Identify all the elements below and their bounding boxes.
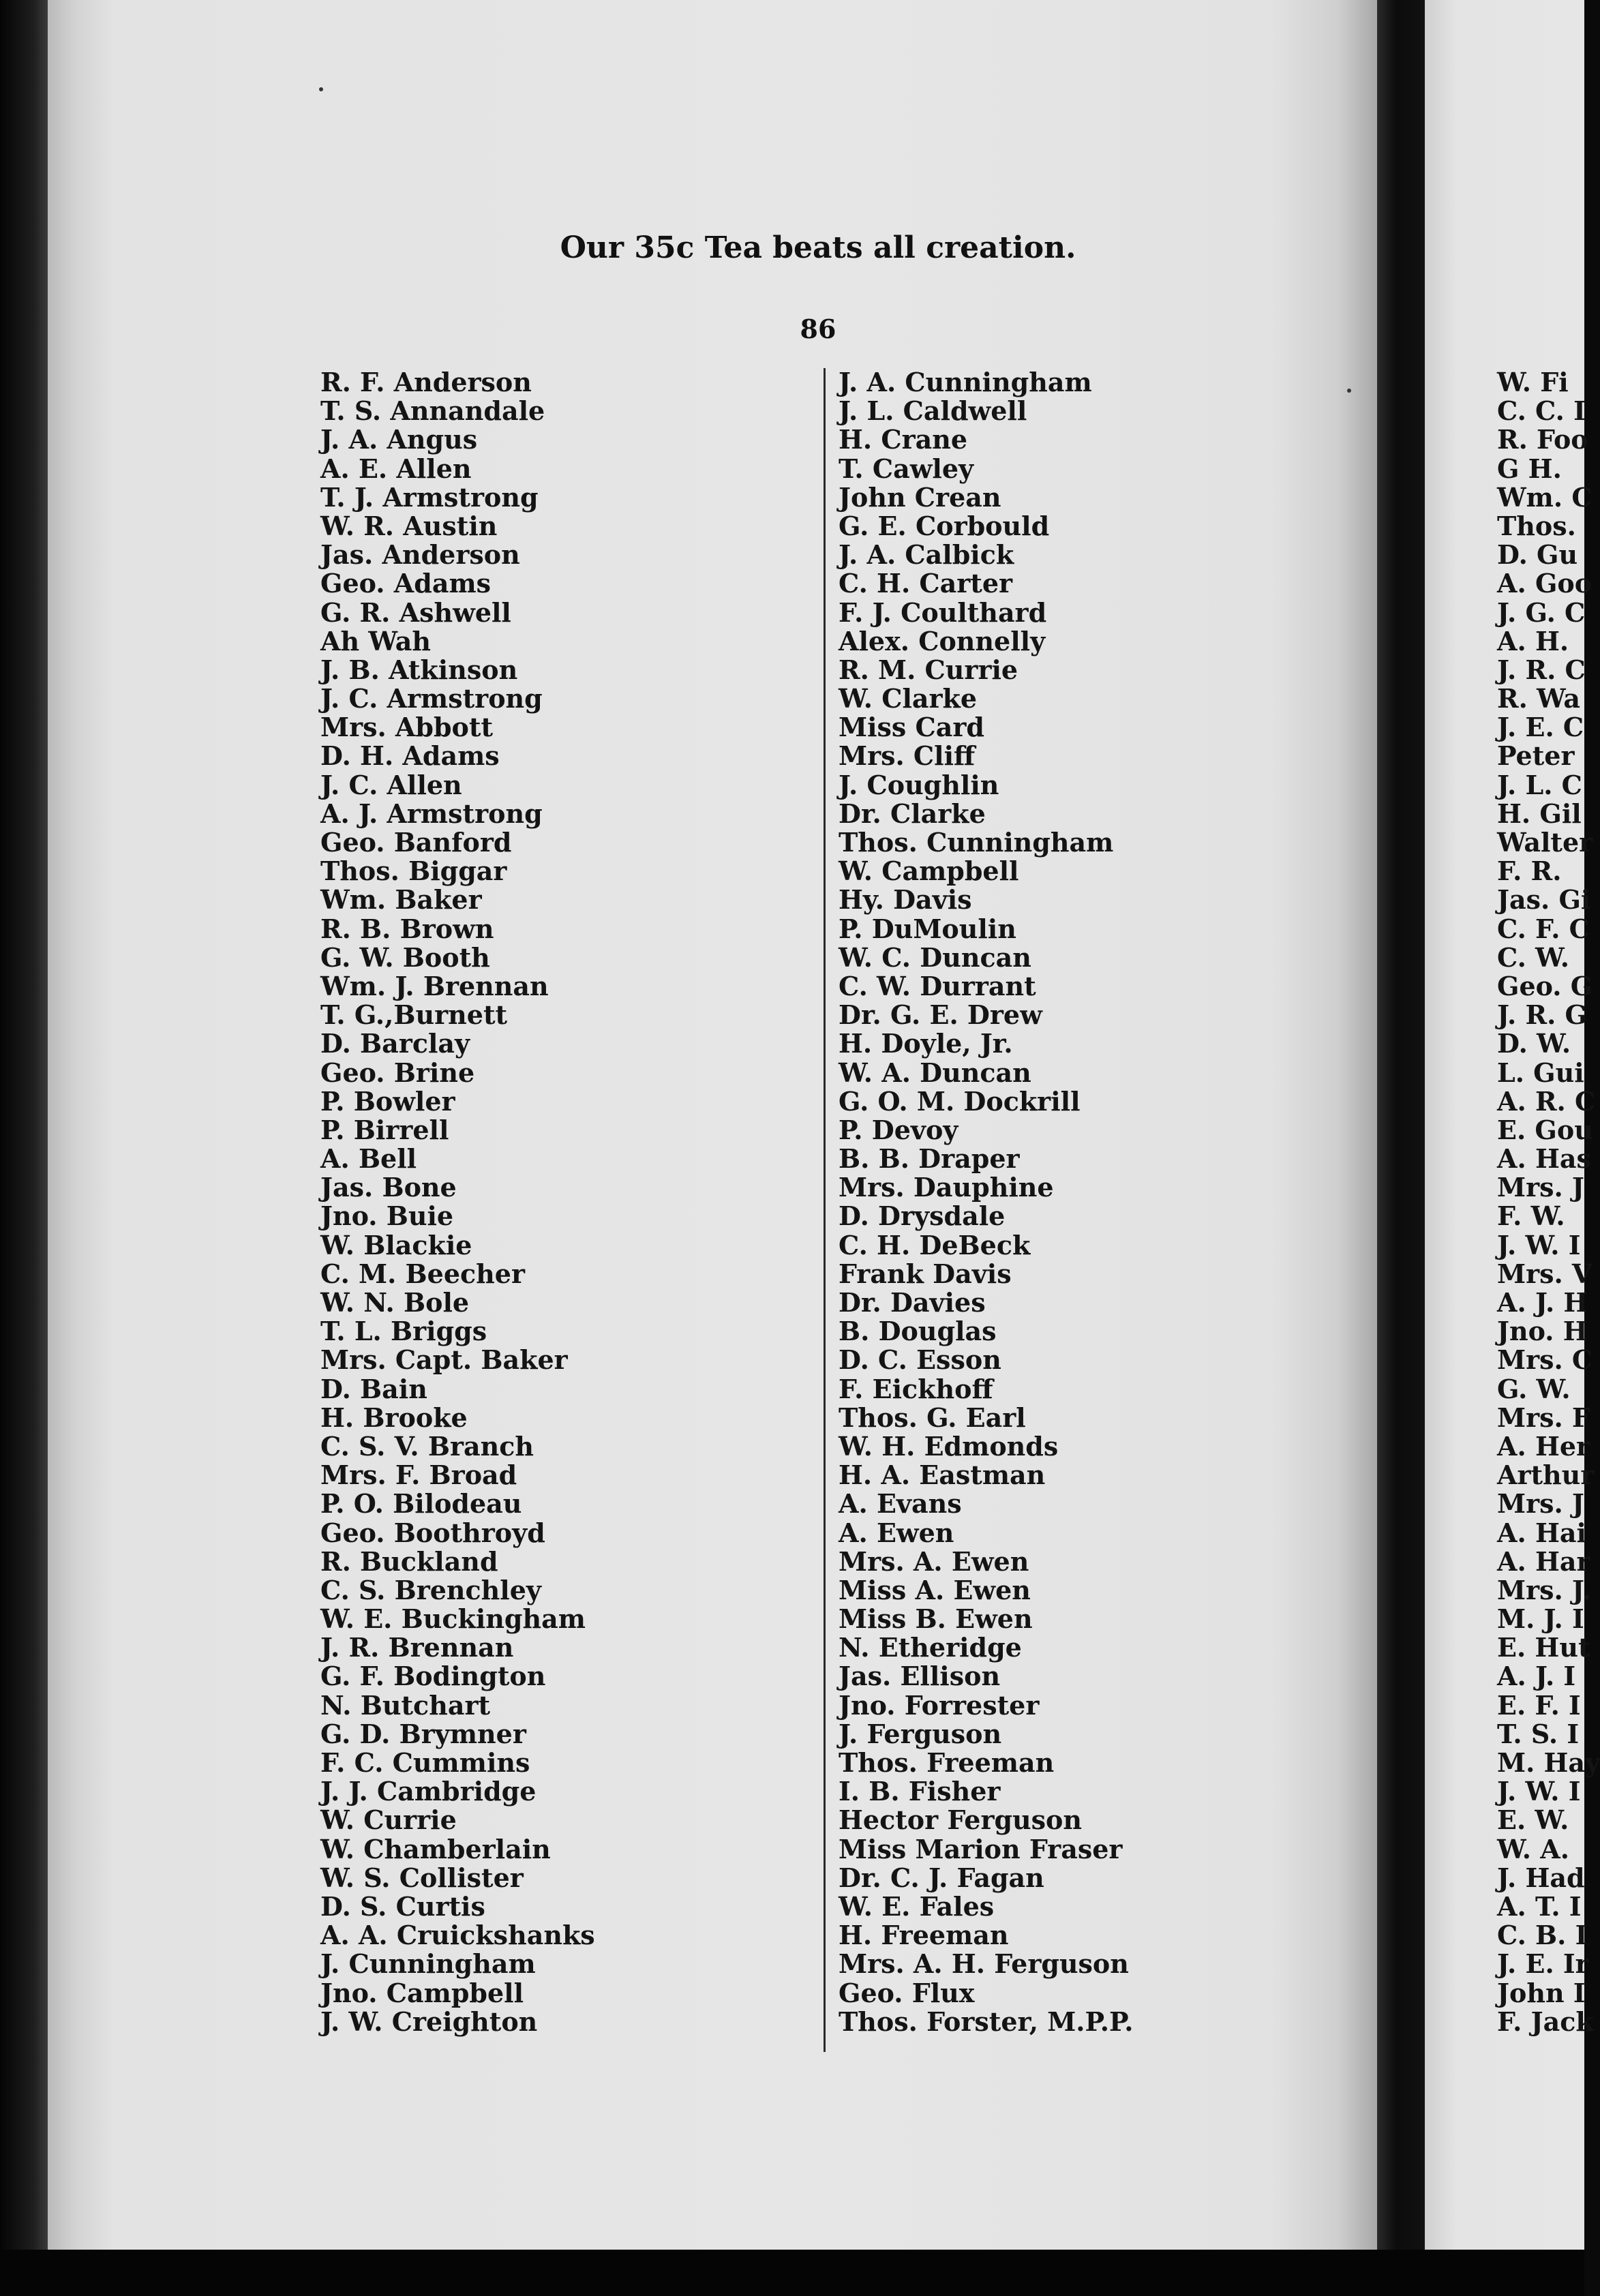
name-entry: Hector Ferguson (839, 1804, 1083, 1836)
name-entry: Jno. H (1497, 1316, 1588, 1347)
name-entry: P. DuMoulin (839, 913, 1016, 944)
name-entry: Ah Wah (320, 625, 431, 656)
name-entry: L. Gui (1497, 1057, 1584, 1088)
name-entry: W. Fi (1497, 367, 1569, 397)
name-entry: H. A. Eastman (839, 1460, 1046, 1491)
name-entry: B. B. Draper (839, 1143, 1020, 1175)
name-entry: G. E. Corbould (839, 510, 1050, 541)
book-spine-gutter (1377, 0, 1425, 2296)
name-entry: A. H. (1497, 625, 1569, 656)
name-entry: Miss A. Ewen (839, 1574, 1031, 1605)
name-entry: J. A. Cunningham (839, 367, 1092, 397)
name-entry: Mrs. J (1497, 1488, 1584, 1520)
name-entry: Mrs. F. Broad (320, 1460, 517, 1491)
name-entry: J. C. Allen (320, 769, 462, 800)
name-entry: W. N. Bole (320, 1287, 470, 1318)
name-entry: W. Blackie (320, 1229, 472, 1260)
name-entry: W. H. Edmonds (839, 1430, 1059, 1462)
name-entry: Mrs. Dauphine (839, 1172, 1054, 1203)
name-entry: Geo. Boothroyd (320, 1517, 545, 1548)
name-entry: J. R. C (1497, 654, 1586, 685)
name-entry: D. S. Curtis (320, 1890, 485, 1922)
name-entry: B. Douglas (839, 1316, 997, 1347)
name-entry: Geo. Flux (839, 1977, 975, 2008)
name-entry: John I (1497, 1977, 1586, 2008)
name-entry: J. G. C (1497, 596, 1586, 628)
name-entry: T. S. Annandale (320, 395, 545, 427)
name-entry: E. Gou (1497, 1114, 1593, 1145)
name-entry: T. Cawley (839, 453, 974, 484)
name-entry: F. R. (1497, 856, 1562, 887)
name-entry: C. H. DeBeck (839, 1229, 1031, 1260)
name-entry: Jno. Buie (320, 1200, 454, 1232)
name-entry: W. A. (1497, 1833, 1569, 1864)
name-entry: Miss Card (839, 712, 984, 743)
name-entry: Thos. G. Earl (839, 1402, 1026, 1433)
name-entry: Mrs. C (1497, 1344, 1593, 1376)
ink-speck (1347, 389, 1351, 393)
names-column-middle (839, 368, 1134, 2036)
name-entry: A. A. Cruickshanks (320, 1920, 595, 1951)
name-entry: Jas. Gi (1497, 884, 1591, 916)
name-entry: Miss Marion Fraser (839, 1833, 1123, 1864)
name-entry: D. Barclay (320, 1028, 470, 1059)
name-entry: Geo. Banford (320, 827, 512, 858)
name-entry: H. Gil (1497, 798, 1582, 829)
name-entry: R. Foo (1497, 424, 1588, 455)
name-entry: C. C. I (1497, 395, 1586, 427)
name-entry: T. J. Armstrong (320, 481, 539, 513)
name-entry: Arthur (1497, 1460, 1595, 1491)
name-entry: Jas. Bone (320, 1172, 457, 1203)
name-entry: H. Brooke (320, 1402, 468, 1433)
name-entry: C. B. I (1497, 1920, 1588, 1951)
name-entry: P. Birrell (320, 1114, 449, 1145)
name-entry: J. L. Caldwell (839, 395, 1027, 427)
name-entry: T. G.,Burnett (320, 999, 508, 1031)
name-entry: G. R. Ashwell (320, 596, 511, 628)
name-entry: Thos. Freeman (839, 1747, 1055, 1778)
name-entry: N. Etheridge (839, 1632, 1022, 1663)
name-entry: Mrs. A. H. Ferguson (839, 1948, 1129, 1980)
name-entry: N. Butchart (320, 1689, 491, 1721)
name-entry: Mrs. F (1497, 1402, 1590, 1433)
name-entry: Mrs. J. (1497, 1574, 1592, 1605)
name-entry: G. W. Booth (320, 941, 490, 973)
scan-left-edge (0, 0, 48, 2296)
name-entry: D. Drysdale (839, 1200, 1006, 1232)
name-entry: Wm. Baker (320, 884, 482, 916)
name-entry: Geo. G (1497, 970, 1593, 1001)
name-entry: D. W. (1497, 1028, 1571, 1059)
name-entry: F. J. Coulthard (839, 596, 1047, 628)
name-entry: F. Eickhoff (839, 1373, 993, 1404)
name-entry: A. Har (1497, 1545, 1590, 1577)
name-entry: H. Freeman (839, 1920, 1009, 1951)
name-entry: A. Has (1497, 1143, 1591, 1175)
name-entry: J. Ferguson (839, 1718, 1002, 1749)
name-entry: E. Hut (1497, 1632, 1590, 1663)
name-entry: J. W. I (1497, 1229, 1581, 1260)
name-entry: T. L. Briggs (320, 1316, 487, 1347)
name-entry: J. Had (1497, 1862, 1585, 1893)
name-entry: W. Chamberlain (320, 1833, 551, 1864)
name-entry: J. E. C (1497, 712, 1584, 743)
name-entry: Jas. Ellison (839, 1661, 1001, 1692)
name-entry: C. W. Durrant (839, 970, 1036, 1001)
name-entry: Thos. Forster, M.P.P. (839, 2006, 1134, 2037)
name-entry: A. Goo (1497, 568, 1593, 599)
names-column-left (320, 368, 595, 2036)
name-entry: C. F. C (1497, 913, 1590, 944)
name-entry: Peter (1497, 740, 1575, 772)
name-entry: Thos. Cunningham (839, 827, 1114, 858)
name-entry: Mrs. J (1497, 1172, 1584, 1203)
name-entry: F. W. (1497, 1200, 1565, 1232)
name-entry: J. B. Atkinson (320, 654, 518, 685)
name-entry: Mrs. Capt. Baker (320, 1344, 568, 1376)
name-entry: J. W. I (1497, 1776, 1581, 1807)
name-entry: Jno. Campbell (320, 1977, 524, 2008)
name-entry: R. M. Currie (839, 654, 1018, 685)
name-entry: C. S. V. Branch (320, 1430, 534, 1462)
name-entry: Thos. Biggar (320, 856, 507, 887)
name-entry: J. E. Ir (1497, 1948, 1589, 1980)
name-entry: A. R. C (1497, 1085, 1596, 1117)
name-entry: T. S. I (1497, 1718, 1580, 1749)
name-entry: W. E. Buckingham (320, 1603, 586, 1635)
name-entry: Mrs. V (1497, 1258, 1593, 1289)
name-entry: E. F. I (1497, 1689, 1581, 1721)
name-entry: A. J. H (1497, 1287, 1588, 1318)
name-entry: Mrs. A. Ewen (839, 1545, 1029, 1577)
name-entry: H. Crane (839, 424, 968, 455)
name-entry: A. E. Allen (320, 453, 472, 484)
name-entry: Wm. J. Brennan (320, 970, 549, 1001)
name-entry: A. J. Armstrong (320, 798, 543, 829)
name-entry: Jno. Forrester (839, 1689, 1040, 1721)
name-entry: J. Coughlin (839, 769, 999, 800)
name-entry: G H. (1497, 453, 1562, 484)
name-entry: I. B. Fisher (839, 1776, 1001, 1807)
name-entry: F. C. Cummins (320, 1747, 530, 1778)
name-entry: E. W. (1497, 1804, 1569, 1836)
name-entry: Dr. C. J. Fagan (839, 1862, 1044, 1893)
scan-bottom-edge (0, 2250, 1584, 2296)
name-entry: C. W. (1497, 941, 1570, 973)
name-entry: J. W. Creighton (320, 2006, 538, 2037)
name-entry: Dr. Clarke (839, 798, 986, 829)
name-entry: C. S. Brenchley (320, 1574, 541, 1605)
name-entry: Jas. Anderson (320, 539, 520, 571)
name-entry: P. Bowler (320, 1085, 455, 1117)
name-entry: J. A. Angus (320, 424, 478, 455)
name-entry: Walter (1497, 827, 1593, 858)
name-entry: R. B. Brown (320, 913, 494, 944)
name-entry: A. Hai (1497, 1517, 1586, 1548)
name-entry: John Crean (839, 481, 1001, 513)
name-entry: A. Ewen (839, 1517, 954, 1548)
name-entry: A. Her (1497, 1430, 1590, 1462)
name-entry: J. R. Brennan (320, 1632, 514, 1663)
name-entry: G. O. M. Dockrill (839, 1085, 1081, 1117)
names-column-right-partial (1497, 368, 1600, 2036)
name-entry: Thos. (1497, 510, 1576, 541)
name-entry: G. D. Brymner (320, 1718, 526, 1749)
name-entry: M. Hay (1497, 1747, 1600, 1778)
name-entry: W. E. Fales (839, 1890, 995, 1922)
name-entry: W. R. Austin (320, 510, 498, 541)
name-entry: J. R. G (1497, 999, 1587, 1031)
name-entry: M. J. I (1497, 1603, 1584, 1635)
page-number: 86 (800, 314, 836, 344)
name-entry: G. W. (1497, 1373, 1571, 1404)
name-entry: W. Campbell (839, 856, 1019, 887)
name-entry: J. A. Calbick (839, 539, 1014, 571)
name-entry: Miss B. Ewen (839, 1603, 1033, 1635)
name-entry: Geo. Brine (320, 1057, 475, 1088)
name-entry: D. C. Esson (839, 1344, 1001, 1376)
name-entry: J. Cunningham (320, 1948, 536, 1980)
name-entry: G. F. Bodington (320, 1661, 546, 1692)
ink-speck (319, 87, 323, 91)
name-entry: J. J. Cambridge (320, 1776, 537, 1807)
name-entry: Alex. Connelly (839, 625, 1046, 656)
name-entry: R. F. Anderson (320, 367, 532, 397)
name-entry: R. Wa (1497, 683, 1581, 714)
column-divider (824, 368, 826, 2052)
name-entry: Wm. C (1497, 481, 1593, 513)
page-heading: Our 35c Tea beats all creation. (560, 230, 1076, 265)
name-entry: Mrs. Abbott (320, 712, 494, 743)
name-entry: A. Bell (320, 1143, 417, 1175)
name-entry: P. O. Bilodeau (320, 1488, 522, 1520)
name-entry: H. Doyle, Jr. (839, 1028, 1013, 1059)
name-entry: W. C. Duncan (839, 941, 1031, 973)
name-entry: D. Gu (1497, 539, 1578, 571)
name-entry: C. H. Carter (839, 568, 1013, 599)
name-entry: A. J. I (1497, 1661, 1576, 1692)
name-entry: A. T. I (1497, 1890, 1582, 1922)
name-entry: J. L. C (1497, 769, 1582, 800)
name-entry: W. Clarke (839, 683, 978, 714)
name-entry: D. H. Adams (320, 740, 500, 772)
name-entry: D. Bain (320, 1373, 427, 1404)
name-entry: F. Jack (1497, 2006, 1594, 2037)
name-entry: A. Evans (839, 1488, 962, 1520)
name-entry: W. S. Collister (320, 1862, 524, 1893)
name-entry: J. C. Armstrong (320, 683, 543, 714)
name-entry: W. Currie (320, 1804, 457, 1836)
name-entry: Mrs. Cliff (839, 740, 976, 772)
name-entry: Hy. Davis (839, 884, 972, 916)
name-entry: W. A. Duncan (839, 1057, 1031, 1088)
name-entry: C. M. Beecher (320, 1258, 525, 1289)
name-entry: R. Buckland (320, 1545, 498, 1577)
name-entry: Geo. Adams (320, 568, 492, 599)
name-entry: Dr. G. E. Drew (839, 999, 1042, 1031)
name-entry: P. Devoy (839, 1114, 959, 1145)
name-entry: Frank Davis (839, 1258, 1012, 1289)
name-entry: Dr. Davies (839, 1287, 986, 1318)
